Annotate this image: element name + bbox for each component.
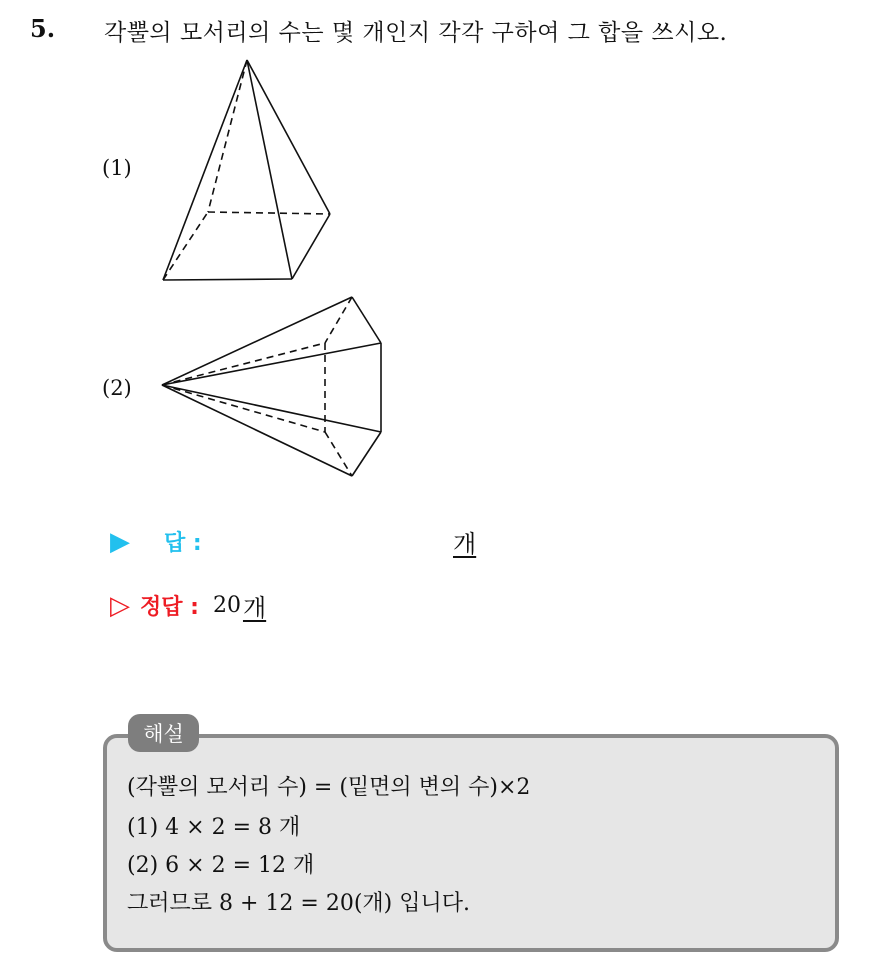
square-pyramid-icon xyxy=(163,60,330,280)
answer-row xyxy=(110,526,202,557)
play-arrow-icon: ▶ xyxy=(110,526,130,557)
correct-unit: 개 xyxy=(242,594,267,622)
outline-arrow-icon: ▷ xyxy=(110,590,130,621)
solution-tag: 해설 xyxy=(128,714,199,752)
correct-title: 정답 : xyxy=(140,595,199,620)
correct-answer-row xyxy=(110,588,266,623)
solution-box xyxy=(103,734,839,952)
correct-value: 20 xyxy=(212,593,241,618)
hexagonal-pyramid-icon xyxy=(162,297,381,476)
question-number: 5. xyxy=(30,14,56,43)
answer-unit: 개 xyxy=(453,530,477,558)
question-text: 각뿔의 모서리의 수는 몇 개인지 각각 구하여 그 합을 쓰시오. xyxy=(104,20,728,46)
answer-title: 답 : xyxy=(164,531,202,556)
solution-line-2: (1) 4 × 2 = 8 개 xyxy=(127,815,301,840)
figure-2-label: (2) xyxy=(102,376,132,400)
figure-1-label: (1) xyxy=(102,156,132,180)
solution-line-3: (2) 6 × 2 = 12 개 xyxy=(127,853,315,878)
solution-line-1: (각뿔의 모서리 수) = (밑면의 변의 수)×2 xyxy=(127,775,531,800)
solution-line-4: 그러므로 8 + 12 = 20(개) 입니다. xyxy=(127,891,470,916)
